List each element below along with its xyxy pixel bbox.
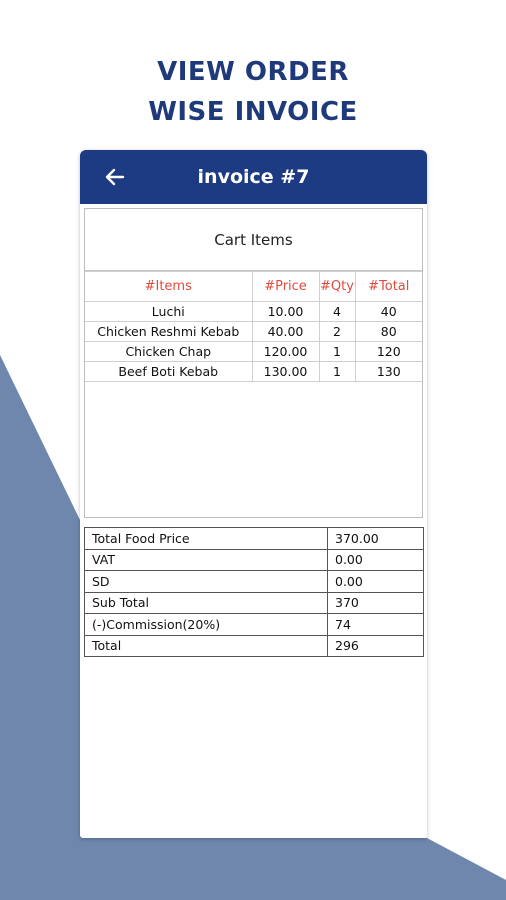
cart-items-table — [85, 271, 422, 382]
summary-value: 74 — [328, 614, 424, 636]
column-header-price: #Price — [252, 272, 319, 302]
summary-value: 0.00 — [328, 549, 424, 571]
back-button[interactable] — [102, 164, 128, 190]
item-name: Luchi — [85, 302, 252, 322]
item-qty: 4 — [319, 302, 355, 322]
summary-row — [85, 592, 424, 614]
table-row — [85, 362, 422, 382]
invoice-summary-table — [84, 527, 424, 657]
item-total: 80 — [355, 322, 422, 342]
table-row — [85, 302, 422, 322]
item-price: 10.00 — [252, 302, 319, 322]
summary-value: 370 — [328, 592, 424, 614]
promo-headline — [0, 52, 506, 132]
summary-label: Total Food Price — [85, 528, 328, 550]
summary-row — [85, 614, 424, 636]
summary-label: (-)Commission(20%) — [85, 614, 328, 636]
summary-value: 296 — [328, 635, 424, 657]
summary-label: SD — [85, 571, 328, 593]
item-total: 40 — [355, 302, 422, 322]
arrow-left-icon — [105, 168, 125, 186]
item-price: 120.00 — [252, 342, 319, 362]
summary-row — [85, 571, 424, 593]
app-bar — [80, 150, 427, 204]
summary-row — [85, 635, 424, 657]
summary-label: VAT — [85, 549, 328, 571]
page-title: invoice #7 — [197, 166, 310, 188]
column-header-total: #Total — [355, 272, 422, 302]
item-name: Chicken Reshmi Kebab — [85, 322, 252, 342]
summary-value: 0.00 — [328, 571, 424, 593]
item-qty: 1 — [319, 342, 355, 362]
item-total: 120 — [355, 342, 422, 362]
summary-label: Total — [85, 635, 328, 657]
headline-line-2: WISE INVOICE — [148, 97, 358, 127]
summary-label: Sub Total — [85, 592, 328, 614]
cart-title: Cart Items — [85, 209, 422, 271]
item-qty: 2 — [319, 322, 355, 342]
invoice-summary-panel — [84, 527, 423, 657]
item-name: Beef Boti Kebab — [85, 362, 252, 382]
summary-value: 370.00 — [328, 528, 424, 550]
summary-row — [85, 528, 424, 550]
item-total: 130 — [355, 362, 422, 382]
item-price: 40.00 — [252, 322, 319, 342]
item-price: 130.00 — [252, 362, 319, 382]
phone-screen — [80, 150, 427, 838]
cart-items-panel — [84, 208, 423, 518]
summary-row — [85, 549, 424, 571]
column-header-items: #Items — [85, 272, 252, 302]
item-qty: 1 — [319, 362, 355, 382]
table-row — [85, 342, 422, 362]
column-header-qty: #Qty — [319, 272, 355, 302]
table-row — [85, 322, 422, 342]
headline-line-1: VIEW ORDER — [157, 57, 349, 87]
table-header-row — [85, 272, 422, 302]
item-name: Chicken Chap — [85, 342, 252, 362]
